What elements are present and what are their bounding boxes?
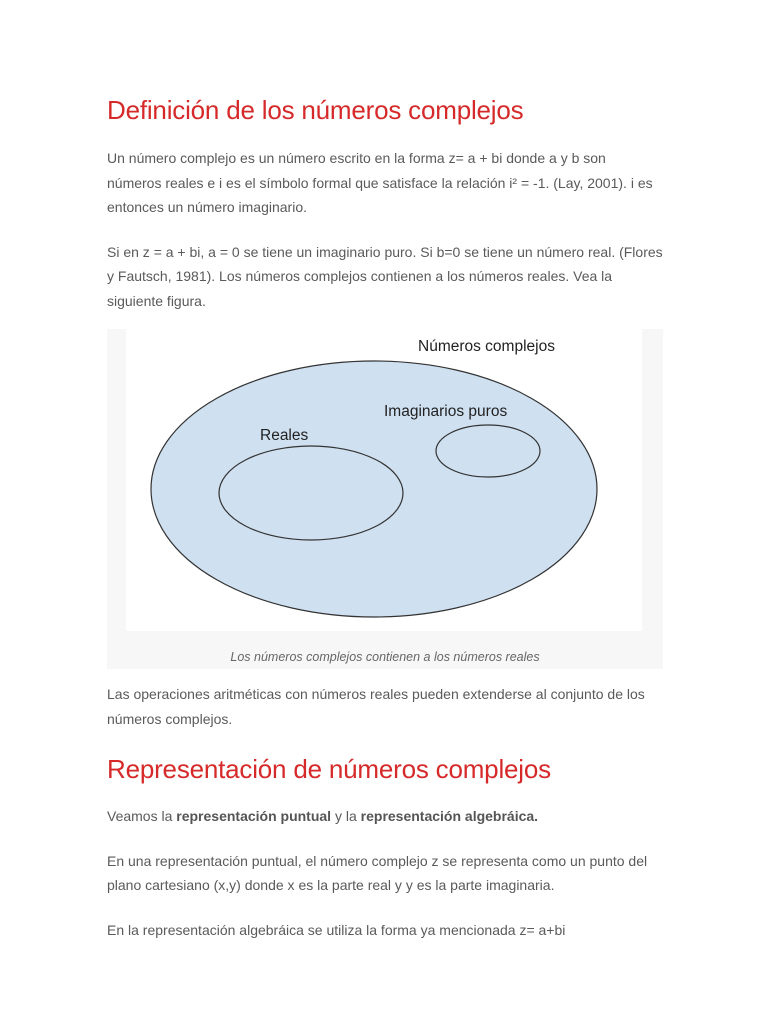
paragraph-intro (107, 804, 663, 829)
venn-diagram (126, 329, 642, 631)
label-complex-numbers: Números complejos (418, 338, 555, 355)
intro-text-1: Veamos la (107, 808, 177, 824)
section-title-representation: Representación de números complejos (107, 754, 551, 784)
figure-complex-sets (107, 329, 663, 669)
label-imaginary: Imaginarios puros (384, 403, 508, 420)
intro-bold-puntual: representación puntual (176, 808, 332, 824)
paragraph-pure-imaginary: Si en z = a + bi, a = 0 se tiene un imaginario puro. Si b=0 se tiene un número real. (Flores y Fautsch, 1981). Los números complejos contienen a los números reales. Vea la siguiente figura. (107, 243, 663, 309)
complex-numbers-ellipse (151, 361, 597, 617)
article-content (107, 92, 663, 942)
intro-text-2: y la (331, 808, 361, 824)
section-title-definition: Definición de los números complejos (107, 95, 524, 125)
paragraph-definition: Un número complejo es un número escrito en la forma z= a + bi donde a y b son números reales e i es el símbolo formal que satisface la relación i² = -1. (Lay, 2001). i es entonces un número imaginario. (107, 150, 653, 215)
figure-image (126, 329, 642, 631)
label-reals: Reales (260, 427, 309, 444)
intro-bold-algebraica: representación algebráica. (360, 808, 539, 824)
paragraph-puntual: En una representación puntual, el número complejo z se representa como un punto del plano cartesiano (x,y) donde x es la parte real y y es la parte imaginaria. (107, 852, 648, 893)
figure-caption: Los números complejos contienen a los números reales (230, 650, 540, 664)
paragraph-operations: Las operaciones aritméticas con números reales pueden extenderse al conjunto de los números complejos. (107, 686, 645, 727)
paragraph-algebraica: En la representación algebráica se utiliza la forma ya mencionada z= a+bi (107, 921, 566, 938)
